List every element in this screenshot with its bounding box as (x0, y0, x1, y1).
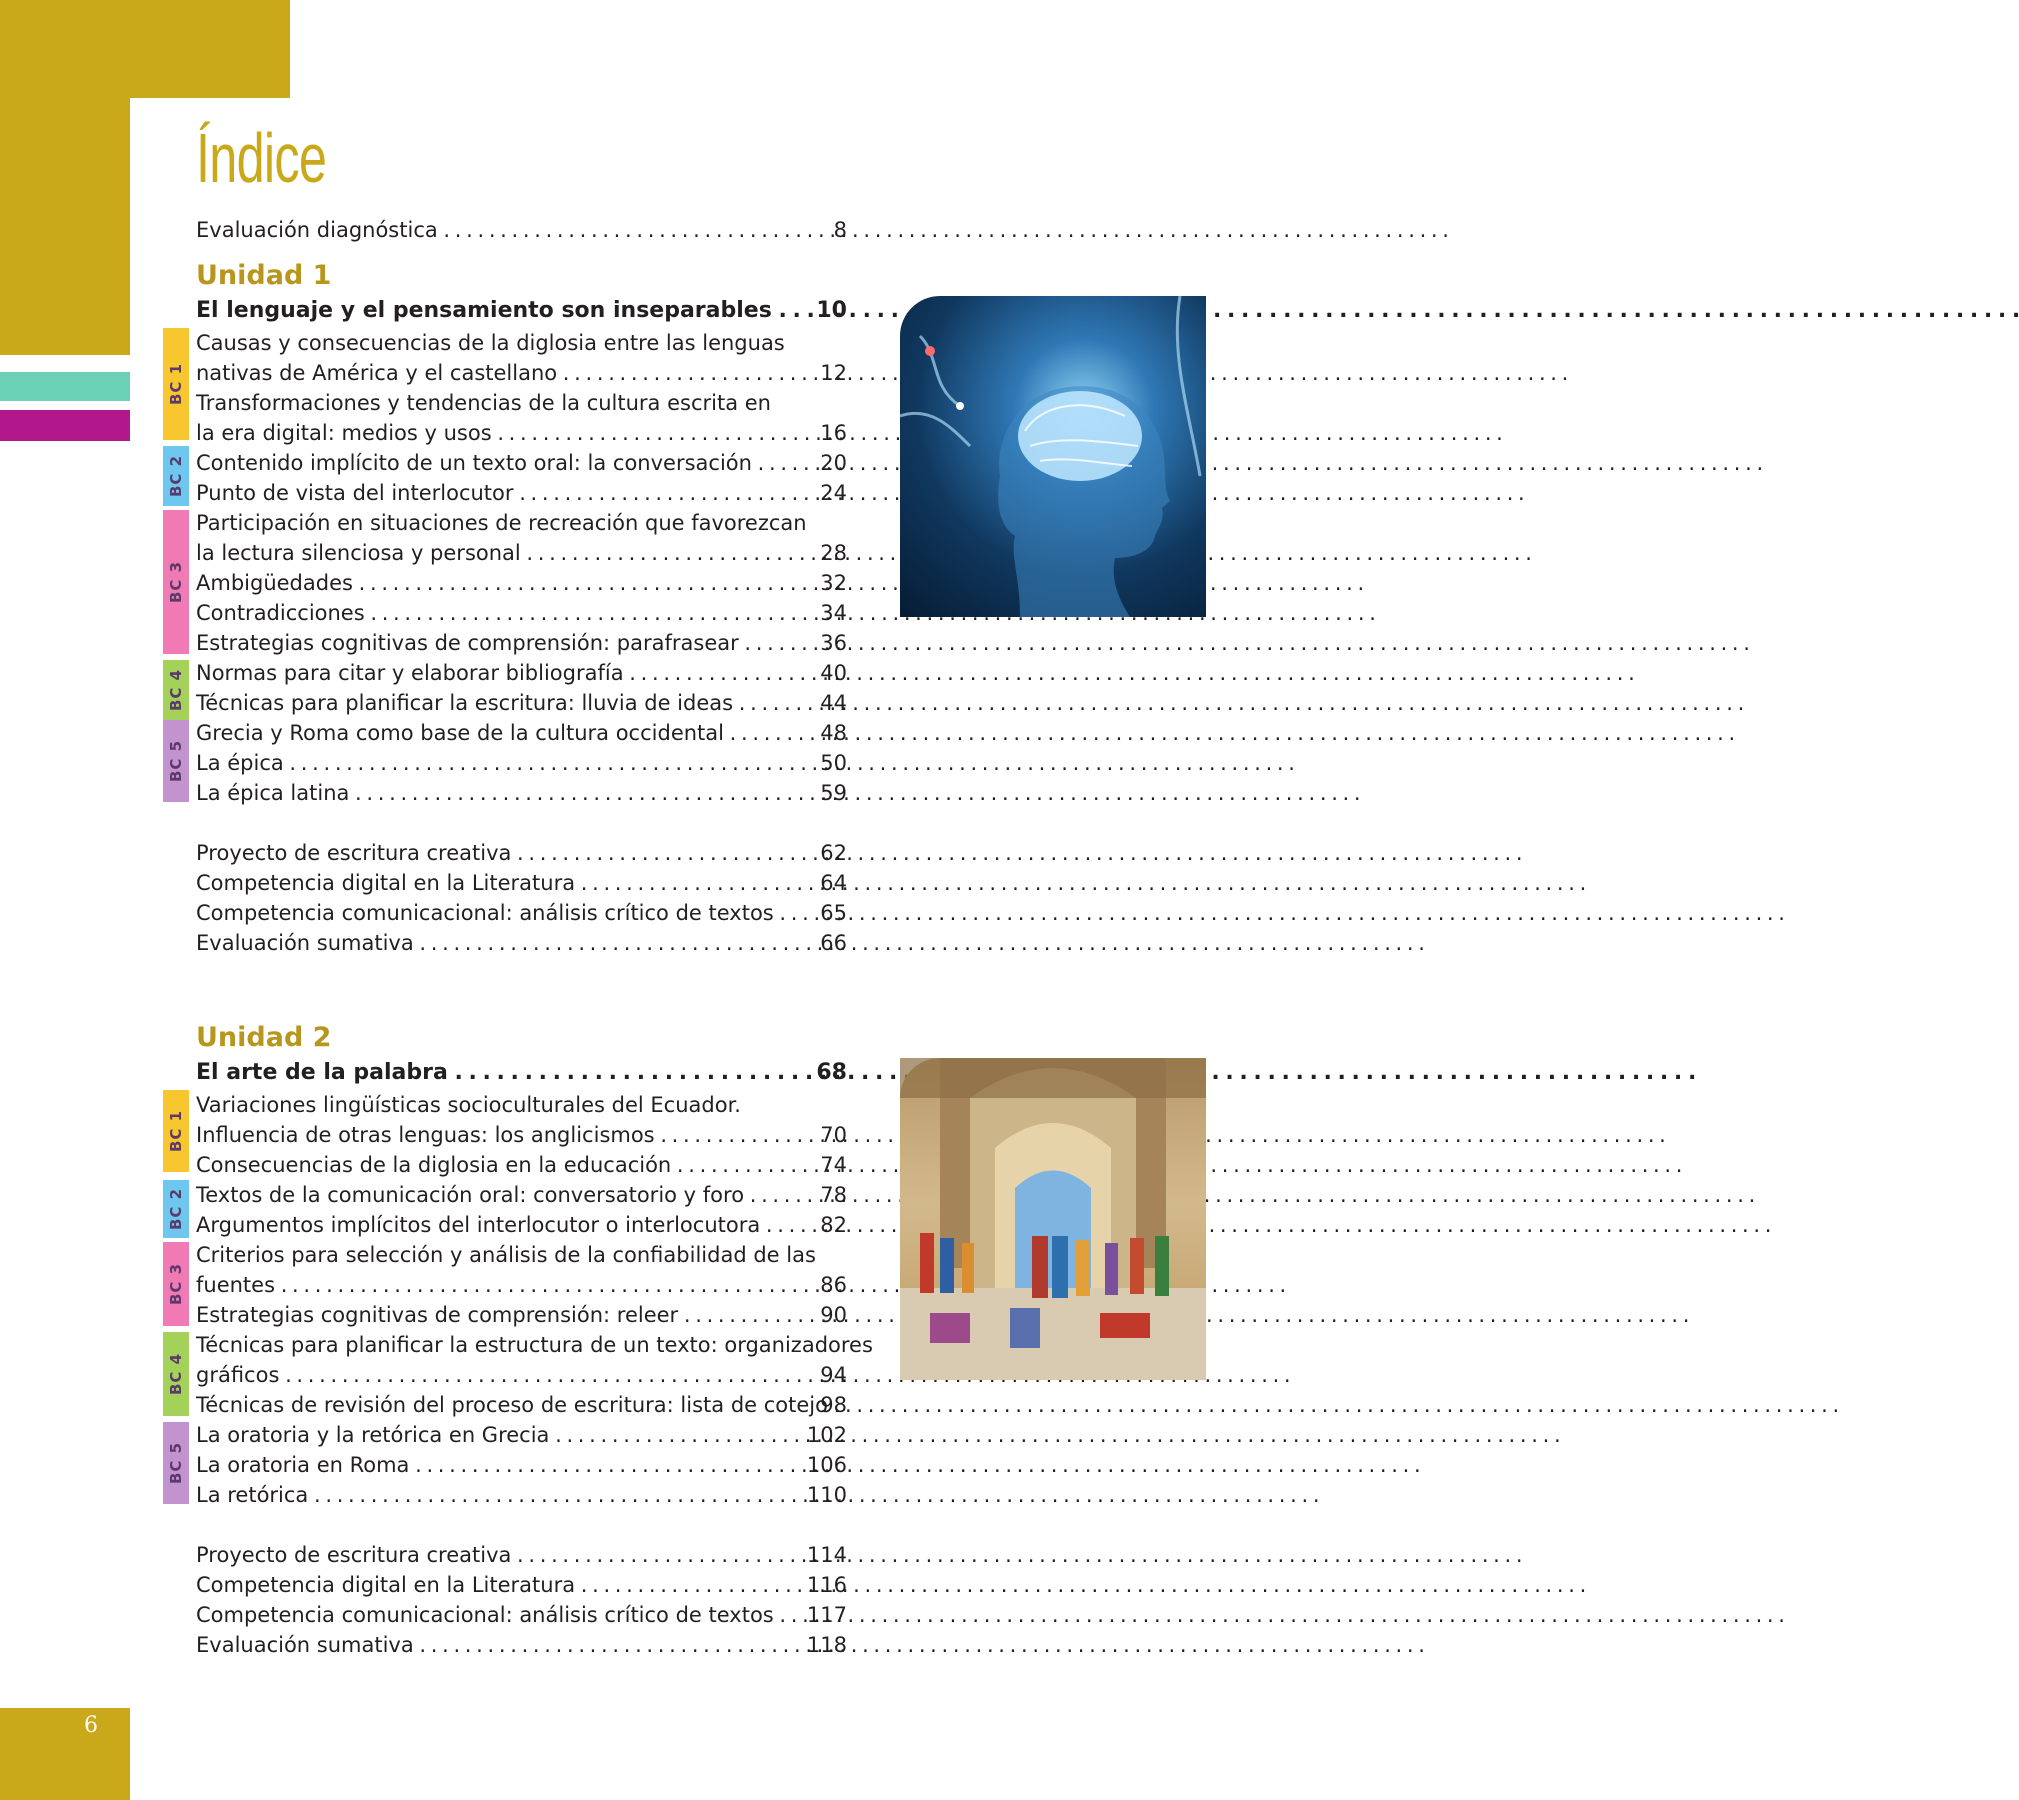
toc-entry[interactable]: gráficos . . . 94 (196, 1360, 847, 1390)
toc-entry-extra[interactable]: Competencia comunicacional: análisis crítico de textos . . . 117 (196, 1600, 847, 1630)
bc5-tab: BC 5 (163, 1422, 189, 1504)
page-title: Índice (196, 119, 327, 197)
toc-entry[interactable]: Estrategias cognitivas de comprensión: parafrasear . . . 36 (196, 628, 847, 658)
toc-entry-label: Evaluación diagnóstica . . . (196, 215, 774, 245)
toc-entry[interactable]: Argumentos implícitos del interlocutor o interlocutora . . . 82 (196, 1210, 847, 1240)
toc-entry-extra[interactable]: Evaluación sumativa . . . 66 (196, 928, 847, 958)
page-number-block (0, 1708, 130, 1800)
toc-entry[interactable]: Normas para citar y elaborar bibliografía . . . 40 (196, 658, 847, 688)
toc-entry[interactable]: Contradicciones . . . 34 (196, 598, 847, 628)
unit-1-main-entry[interactable] (196, 296, 847, 326)
toc-entry[interactable]: Estrategias cognitivas de comprensión: releer . . . 90 (196, 1300, 847, 1330)
toc-entry-extra[interactable]: Competencia comunicacional: análisis crítico de textos . . . 65 (196, 898, 847, 928)
toc-entry[interactable]: Técnicas de revisión del proceso de escritura: lista de cotejo . . . 98 (196, 1390, 847, 1420)
toc-entry[interactable]: Técnicas para planificar la escritura: lluvia de ideas . . . 44 (196, 688, 847, 718)
toc-entry[interactable]: La épica latina . . . 59 (196, 778, 847, 808)
toc-entry-page: 68 (816, 1060, 847, 1085)
bc2-tab: BC 2 (163, 446, 189, 506)
toc-entry[interactable]: nativas de América y el castellano . . . 12 (196, 358, 847, 388)
toc-entry-extra[interactable]: Evaluación sumativa . . . 118 (196, 1630, 847, 1660)
toc-entry[interactable]: Transformaciones y tendencias de la cultura escrita en (196, 391, 771, 415)
toc-entry[interactable]: La oratoria en Roma . . . 106 (196, 1450, 847, 1480)
side-bar-gold (0, 0, 130, 355)
stripe-teal (0, 372, 130, 401)
toc-entry[interactable]: La retórica . . . 110 (196, 1480, 847, 1510)
bc5-tab: BC 5 (163, 720, 189, 802)
bc2-tab: BC 2 (163, 1180, 189, 1238)
toc-entry-extra[interactable]: Proyecto de escritura creativa . . . 114 (196, 1540, 847, 1570)
stripe-magenta (0, 410, 130, 441)
unit-2-heading: Unidad 2 (196, 1022, 332, 1053)
toc-entry-label: El arte de la palabra . . . (196, 1058, 774, 1088)
unit-2-main-entry[interactable] (196, 1058, 847, 1088)
toc-entry[interactable]: Variaciones lingüísticas socioculturales del Ecuador. (196, 1093, 741, 1117)
toc-entry[interactable]: Causas y consecuencias de la diglosia entre las lenguas (196, 331, 785, 355)
bc3-tab: BC 3 (163, 510, 189, 654)
page-number: 6 (84, 1713, 98, 1738)
toc-entry-page: 10 (816, 298, 847, 323)
toc-entry[interactable]: la lectura silenciosa y personal . . . 28 (196, 538, 847, 568)
toc-entry[interactable]: La épica . . . 50 (196, 748, 847, 778)
unit-1-heading: Unidad 1 (196, 260, 332, 291)
toc-entry[interactable]: la era digital: medios y usos . . . 16 (196, 418, 847, 448)
toc-entry[interactable]: Ambigüedades . . . 32 (196, 568, 847, 598)
brain-illustration (900, 296, 1206, 617)
toc-entry[interactable]: Influencia de otras lenguas: los anglicismos . . . 70 (196, 1120, 847, 1150)
toc-entry[interactable]: La oratoria y la retórica en Grecia . . . 102 (196, 1420, 847, 1450)
toc-entry[interactable]: Participación en situaciones de recreación que favorezcan (196, 511, 807, 535)
painting-art (900, 1058, 1206, 1380)
toc-entry-extra[interactable]: Competencia digital en la Literatura . . . 64 (196, 868, 847, 898)
bc4-tab: BC 4 (163, 1332, 189, 1416)
bc3-tab: BC 3 (163, 1242, 189, 1326)
toc-entry-label: El lenguaje y el pensamiento son inseparables . . . (196, 296, 774, 326)
toc-entry[interactable]: Punto de vista del interlocutor . . . 24 (196, 478, 847, 508)
toc-entry-intro[interactable] (196, 215, 847, 245)
bc4-tab: BC 4 (163, 660, 189, 720)
bc1-tab: BC 1 (163, 1090, 189, 1172)
bc1-tab: BC 1 (163, 328, 189, 440)
toc-entry[interactable]: Textos de la comunicación oral: conversatorio y foro . . . 78 (196, 1180, 847, 1210)
head-silhouette (900, 296, 1206, 617)
toc-entry[interactable]: Consecuencias de la diglosia en la educación . . . 74 (196, 1150, 847, 1180)
toc-entry-extra[interactable]: Proyecto de escritura creativa . . . 62 (196, 838, 847, 868)
toc-entry[interactable]: Contenido implícito de un texto oral: la conversación . . . 20 (196, 448, 847, 478)
toc-entry[interactable]: Criterios para selección y análisis de la confiabilidad de las (196, 1243, 816, 1267)
toc-entry[interactable]: Técnicas para planificar la estructura de un texto: organizadores (196, 1333, 873, 1357)
toc-entry-page: 8 (833, 218, 847, 242)
school-of-athens-painting (900, 1058, 1206, 1380)
toc-entry[interactable]: fuentes . . . 86 (196, 1270, 847, 1300)
toc-entry-extra[interactable]: Competencia digital en la Literatura . . . 116 (196, 1570, 847, 1600)
toc-entry[interactable]: Grecia y Roma como base de la cultura occidental . . . 48 (196, 718, 847, 748)
